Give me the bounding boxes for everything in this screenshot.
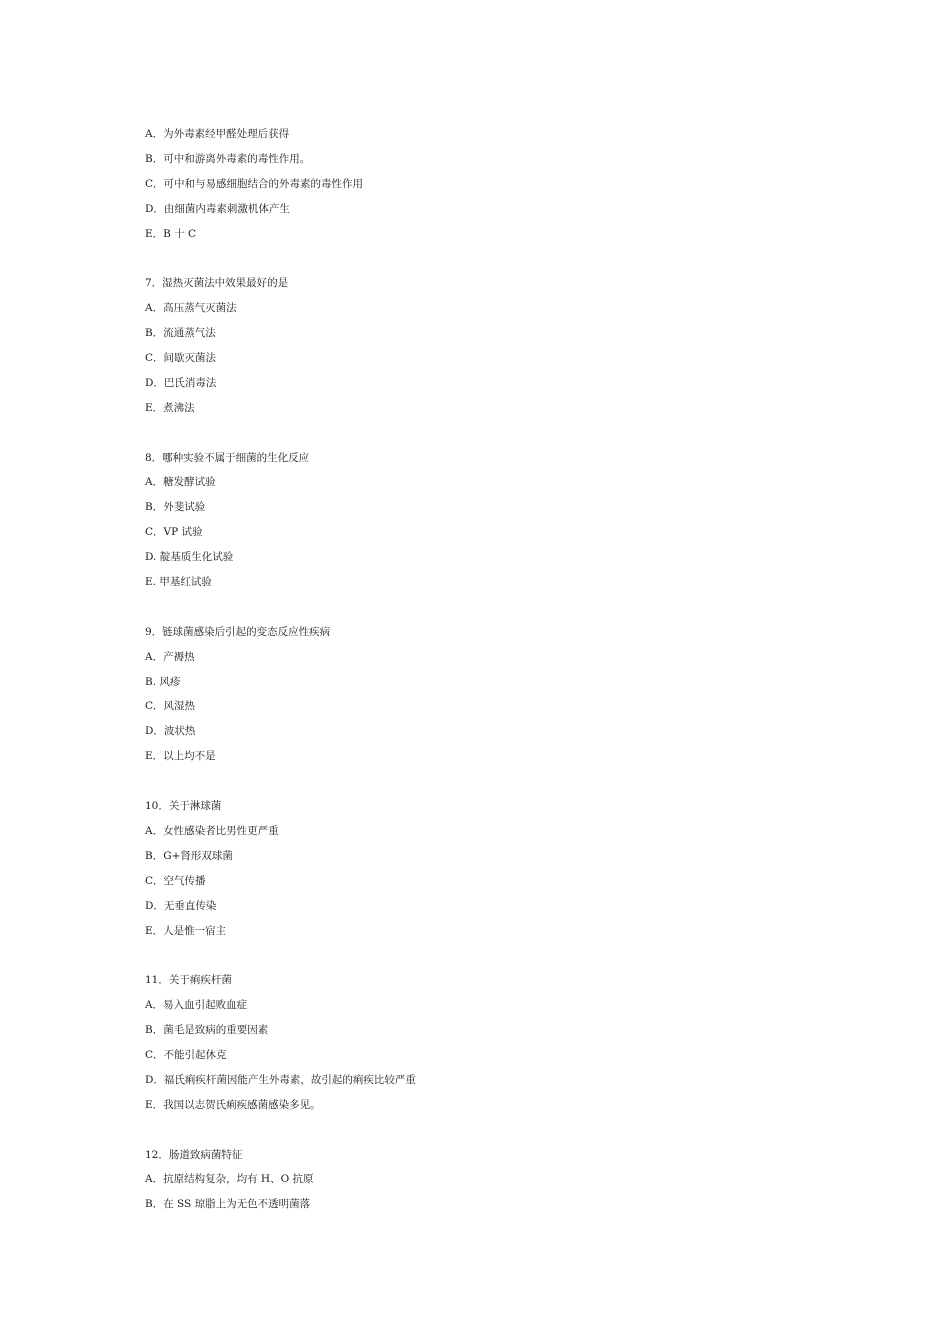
- answer-option: E．以上均不是: [145, 750, 216, 763]
- answer-option: C．间歇灭菌法: [145, 352, 217, 365]
- answer-option: E．我国以志贺氏痢疾感菌感染多见。: [145, 1098, 321, 1111]
- answer-option: B．流通蒸气法: [145, 327, 216, 340]
- answer-option: D．无垂直传染: [145, 899, 217, 912]
- answer-option: D．巴氏消毒法: [145, 376, 217, 389]
- question-block: [145, 1143, 845, 1218]
- question-block: [145, 446, 845, 595]
- block-spacer: [145, 595, 845, 620]
- answer-option: B．可中和游离外毒素的毒性作用。: [145, 152, 311, 165]
- answer-option: B．在 SS 琼脂上为无色不透明菌落: [145, 1198, 311, 1211]
- answer-option: C．风湿热: [145, 700, 196, 713]
- answer-option: E. 甲基红试验: [145, 576, 212, 589]
- answer-option: A．产褥热: [145, 650, 195, 663]
- answer-option: A．女性感染者比男性更严重: [145, 824, 279, 837]
- answer-option: D．波状热: [145, 725, 196, 738]
- answer-option: A．为外毒素经甲醛处理后获得: [145, 128, 290, 140]
- answer-option: B．菌毛是致病的重要因素: [145, 1024, 269, 1037]
- answer-option: D. 靛基质生化试验: [145, 551, 234, 564]
- answer-option: A．糖发酵试验: [145, 476, 216, 489]
- answer-option: D．由细菌内毒素刺激机体产生: [145, 202, 290, 215]
- question-text: 8．哪种实验不属于细菌的生化反应: [145, 451, 310, 464]
- question-text: 7．湿热灭菌法中效果最好的是: [145, 277, 289, 290]
- question-block: [145, 271, 845, 420]
- answer-option: A．高压蒸气灭菌法: [145, 302, 237, 315]
- answer-option: A．抗原结构复杂，均有 H、O 抗原: [145, 1173, 314, 1186]
- answer-option: C．不能引起休克: [145, 1048, 227, 1061]
- question-text: 11．关于痢疾杆菌: [145, 974, 232, 987]
- answer-option: D．福氏痢疾杆菌因能产生外毒素，故引起的痢疾比较严重: [145, 1073, 416, 1086]
- answer-option: C．空气传播: [145, 874, 206, 887]
- block-spacer: [145, 1118, 845, 1143]
- answer-option: B. 风疹: [145, 675, 181, 688]
- question-text: 10．关于淋球菌: [145, 800, 222, 813]
- answer-option: B．外斐试验: [145, 501, 206, 514]
- answer-option: A．易入血引起败血症: [145, 999, 248, 1012]
- question-block: [145, 122, 845, 246]
- answer-option: C．VP 试验: [145, 526, 203, 539]
- question-text: 9．链球菌感染后引起的变态反应性疾病: [145, 625, 331, 638]
- block-spacer: [145, 943, 845, 968]
- question-text: 12．肠道致病菌特征: [145, 1148, 243, 1161]
- question-block: [145, 794, 845, 943]
- answer-option: C．可中和与易感细胞结合的外毒素的毒性作用: [145, 177, 364, 190]
- answer-option: E．人是惟一宿主: [145, 924, 227, 937]
- answer-option: E．B 十 C: [145, 227, 197, 240]
- block-spacer: [145, 421, 845, 446]
- question-block: [145, 968, 845, 1117]
- question-block: [145, 620, 845, 769]
- question-list: [145, 122, 845, 1217]
- answer-option: E．煮沸法: [145, 401, 195, 414]
- answer-option: B．G+肾形双球菌: [145, 849, 233, 862]
- block-spacer: [145, 246, 845, 271]
- block-spacer: [145, 769, 845, 794]
